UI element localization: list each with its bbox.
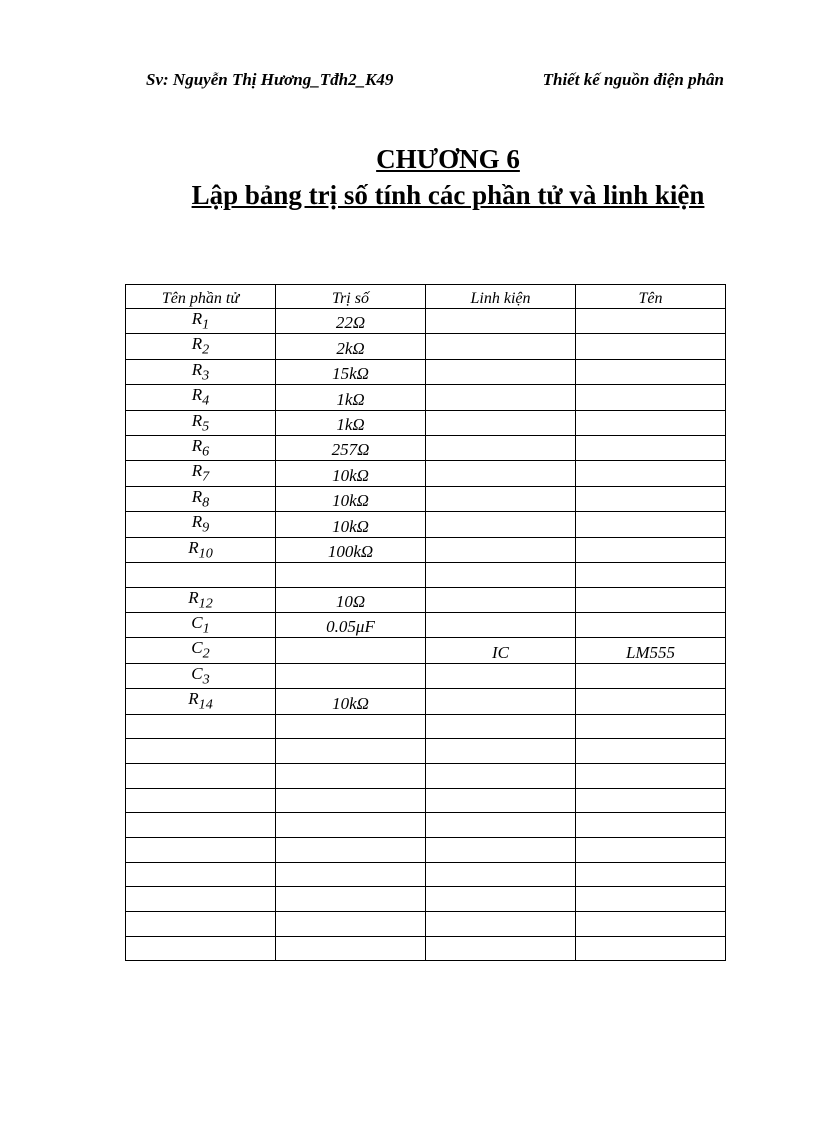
cell-component — [426, 689, 576, 714]
cell-value: 1kΩ — [276, 410, 426, 435]
element-index: 14 — [198, 696, 213, 713]
chapter-subtitle: Lập bảng trị số tính các phần tử và linh kiện — [191, 180, 705, 210]
cell-component — [426, 587, 576, 612]
cell-component — [426, 714, 576, 739]
cell-value: 10kΩ — [276, 486, 426, 511]
cell-name — [126, 714, 276, 739]
element-symbol: R — [191, 334, 203, 354]
table-row — [126, 663, 726, 688]
cell-label — [576, 612, 726, 637]
cell-label — [576, 537, 726, 562]
table-row — [126, 887, 726, 912]
cell-name — [126, 887, 276, 912]
cell-name — [126, 334, 276, 359]
cell-value — [276, 562, 426, 587]
cell-name — [126, 788, 276, 813]
cell-value — [276, 813, 426, 838]
cell-label — [576, 587, 726, 612]
cell-component — [426, 435, 576, 460]
table-row — [126, 714, 726, 739]
cell-label — [576, 562, 726, 587]
cell-value — [276, 912, 426, 937]
cell-name — [126, 862, 276, 887]
table-row — [126, 385, 726, 410]
cell-label — [576, 512, 726, 537]
column-header-label: Tên — [576, 285, 726, 309]
table-row — [126, 537, 726, 562]
cell-name — [126, 663, 276, 688]
cell-value: 15kΩ — [276, 359, 426, 384]
cell-name — [126, 435, 276, 460]
element-symbol: R — [191, 486, 203, 506]
cell-component — [426, 309, 576, 334]
cell-component — [426, 385, 576, 410]
element-symbol: R — [191, 359, 203, 379]
cell-component — [426, 359, 576, 384]
cell-value: 10kΩ — [276, 689, 426, 714]
cell-name — [126, 763, 276, 788]
element-symbol: R — [191, 385, 203, 405]
cell-value: 10kΩ — [276, 512, 426, 537]
cell-component — [426, 813, 576, 838]
cell-label — [576, 435, 726, 460]
element-index: 8 — [202, 494, 210, 511]
table-row — [126, 837, 726, 862]
element-symbol: R — [191, 410, 203, 430]
cell-component — [426, 334, 576, 359]
cell-component: IC — [426, 638, 576, 663]
cell-name — [126, 689, 276, 714]
table-row — [126, 862, 726, 887]
cell-name — [126, 410, 276, 435]
cell-label — [576, 309, 726, 334]
cell-name — [126, 359, 276, 384]
cell-name — [126, 486, 276, 511]
table-row — [126, 562, 726, 587]
cell-component — [426, 887, 576, 912]
table-row — [126, 435, 726, 460]
table-row — [126, 788, 726, 813]
cell-label — [576, 410, 726, 435]
cell-value — [276, 837, 426, 862]
cell-label — [576, 663, 726, 688]
component-table — [125, 284, 726, 961]
element-symbol: R — [191, 461, 203, 481]
cell-name — [126, 612, 276, 637]
cell-name — [126, 385, 276, 410]
cell-component — [426, 486, 576, 511]
table-row — [126, 486, 726, 511]
table-row — [126, 612, 726, 637]
cell-value: 22Ω — [276, 309, 426, 334]
cell-name — [126, 739, 276, 764]
cell-value — [276, 663, 426, 688]
cell-value — [276, 788, 426, 813]
element-index: 10 — [198, 544, 213, 561]
cell-value — [276, 638, 426, 663]
element-index: 7 — [202, 468, 210, 485]
cell-name — [126, 512, 276, 537]
column-header-value: Trị số — [276, 285, 426, 309]
cell-name — [126, 912, 276, 937]
cell-value — [276, 739, 426, 764]
cell-label — [576, 334, 726, 359]
table-header-row — [126, 285, 726, 309]
element-index: 3 — [202, 367, 210, 384]
column-header-name: Tên phần tử — [126, 285, 276, 309]
element-index: 12 — [198, 594, 213, 611]
table-row — [126, 912, 726, 937]
table-row — [126, 334, 726, 359]
cell-name — [126, 936, 276, 961]
cell-label — [576, 837, 726, 862]
table-row — [126, 739, 726, 764]
cell-name — [126, 638, 276, 663]
cell-component — [426, 739, 576, 764]
header-student: Sv: Nguyễn Thị Hương_Tđh2_K49 — [146, 70, 394, 89]
cell-component — [426, 512, 576, 537]
cell-component — [426, 763, 576, 788]
cell-label — [576, 359, 726, 384]
element-symbol: R — [188, 537, 199, 557]
cell-label — [576, 936, 726, 961]
cell-value: 1kΩ — [276, 385, 426, 410]
cell-component — [426, 837, 576, 862]
cell-value: 100kΩ — [276, 537, 426, 562]
chapter-title: CHƯƠNG 6 — [376, 144, 520, 174]
table-row — [126, 638, 726, 663]
cell-value — [276, 714, 426, 739]
cell-label — [576, 763, 726, 788]
header-document-title: Thiết kế nguồn điện phân — [542, 70, 724, 89]
element-symbol: C — [191, 612, 203, 632]
cell-component — [426, 537, 576, 562]
table-row — [126, 461, 726, 486]
cell-label — [576, 887, 726, 912]
cell-name — [126, 309, 276, 334]
cell-name — [126, 587, 276, 612]
element-symbol: R — [191, 512, 203, 532]
cell-component — [426, 912, 576, 937]
element-symbol: C — [191, 663, 203, 683]
element-index: 1 — [202, 316, 210, 333]
cell-name — [126, 813, 276, 838]
cell-component — [426, 862, 576, 887]
cell-label: LM555 — [576, 638, 726, 663]
cell-component — [426, 562, 576, 587]
cell-value — [276, 887, 426, 912]
cell-value: 10kΩ — [276, 461, 426, 486]
element-index: 2 — [202, 341, 210, 358]
table-row — [126, 512, 726, 537]
cell-component — [426, 612, 576, 637]
cell-value — [276, 862, 426, 887]
element-symbol: R — [188, 587, 199, 607]
cell-label — [576, 714, 726, 739]
cell-value: 10Ω — [276, 587, 426, 612]
cell-value — [276, 763, 426, 788]
cell-label — [576, 739, 726, 764]
element-symbol: R — [191, 435, 203, 455]
cell-value: 0.05μF — [276, 612, 426, 637]
element-symbol: R — [191, 309, 203, 328]
table-row — [126, 309, 726, 334]
cell-label — [576, 689, 726, 714]
element-index: 3 — [202, 671, 210, 688]
cell-component — [426, 410, 576, 435]
cell-label — [576, 862, 726, 887]
element-symbol: R — [188, 689, 199, 709]
cell-component — [426, 936, 576, 961]
cell-label — [576, 813, 726, 838]
element-index: 9 — [202, 519, 210, 536]
element-symbol: C — [191, 638, 203, 658]
cell-name — [126, 537, 276, 562]
cell-name — [126, 837, 276, 862]
cell-value — [276, 936, 426, 961]
element-index: 1 — [202, 620, 210, 637]
table-row — [126, 689, 726, 714]
table-row — [126, 813, 726, 838]
cell-name — [126, 461, 276, 486]
element-index: 5 — [202, 417, 210, 434]
cell-label — [576, 486, 726, 511]
table-row — [126, 359, 726, 384]
element-index: 2 — [202, 645, 210, 662]
element-index: 6 — [202, 443, 210, 460]
cell-label — [576, 788, 726, 813]
cell-component — [426, 663, 576, 688]
column-header-component: Linh kiện — [426, 285, 576, 309]
cell-label — [576, 461, 726, 486]
cell-label — [576, 385, 726, 410]
table-row — [126, 936, 726, 961]
table-body — [126, 309, 726, 961]
cell-name — [126, 562, 276, 587]
cell-value: 2kΩ — [276, 334, 426, 359]
table-row — [126, 763, 726, 788]
cell-value: 257Ω — [276, 435, 426, 460]
cell-component — [426, 788, 576, 813]
element-index: 4 — [202, 392, 210, 409]
table-row — [126, 587, 726, 612]
table-row — [126, 410, 726, 435]
cell-label — [576, 912, 726, 937]
cell-component — [426, 461, 576, 486]
